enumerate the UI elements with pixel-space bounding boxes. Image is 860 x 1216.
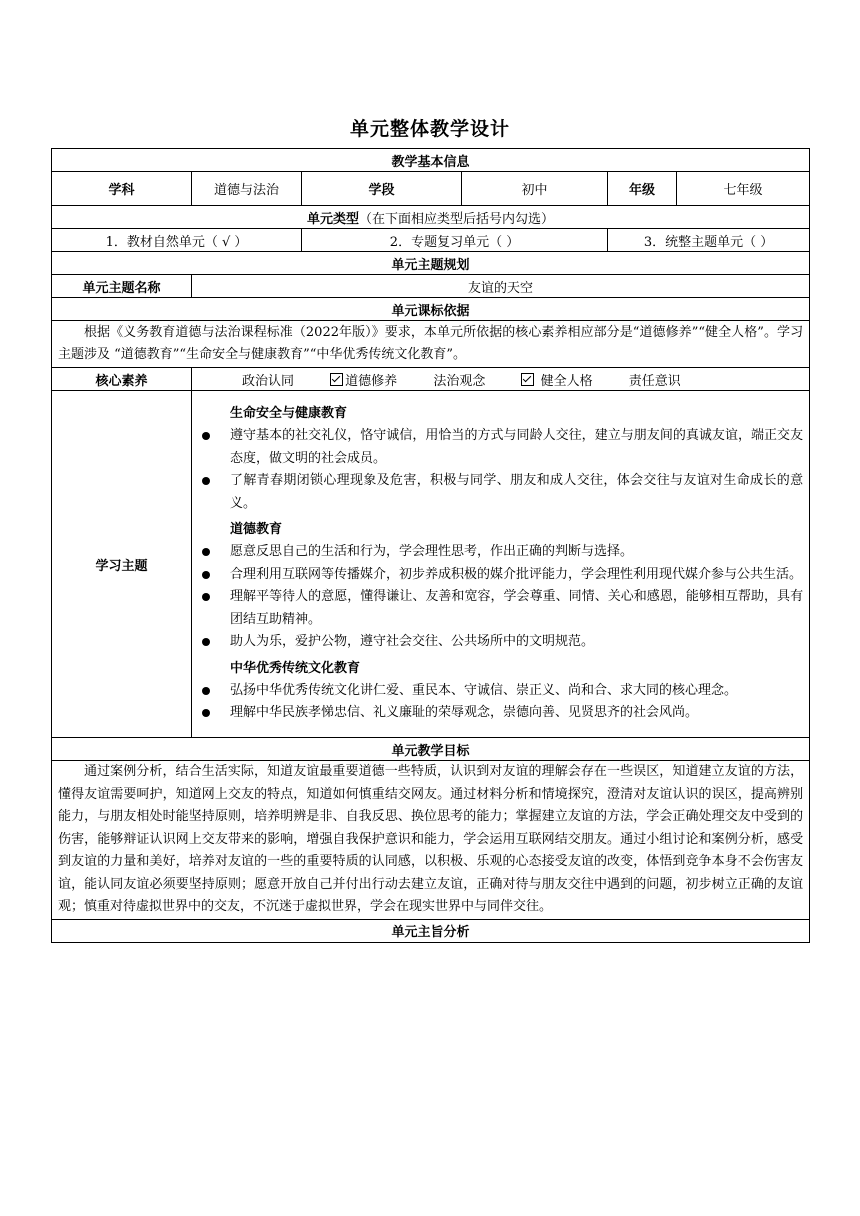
unit-type-option-natural: 1．教材自然单元（ √ ）: [52, 229, 302, 252]
list-item: 理解平等待人的意愿，懂得谦让、友善和宽容，学会尊重、同情、关心和感恩，能够相互帮助，具有团结互助精神。: [198, 586, 803, 631]
objectives-text: 通过案例分析，结合生活实际，知道友谊最重要道德一些特质，认识到对友谊的理解会存在一些误区，知道建立友谊的方法，懂得友谊需要呵护，知道网上交友的特点，知道如何慎重结交网友。通过材料分析和情境探究，澄清对友谊认识的误区，提高辨别能力，与朋友相处时能坚持原则，培养明辨是非、自我反思、换位思考的能力；掌握建立友谊的方法，学会正确处理交友中受到的伤害，能够辩证认识网上交友带来的影响，增强自我保护意识和能力，学会运用互联网结交朋友。通过小组讨论和案例分析，感受到友谊的力量和美好，培养对友谊的一些的重要特质的认同感，以积极、乐观的心态接受友谊的改变，体悟到竞争本身不会伤害友谊，能认同友谊必须要坚持原则；愿意开放自己并付出行动去建立友谊，正确对待与朋友交往中遇到的问题，初步树立正确的友谊观；慎重对待虚拟世界中的交友，不沉迷于虚拟世界，学会在现实世界中与同伴交往。: [52, 761, 810, 920]
learning-topics-row: [52, 391, 810, 738]
core-item-responsibility: 责任意识: [628, 373, 681, 389]
core-item-moral: 道德修养: [330, 374, 413, 389]
list-item: 了解青春期闭锁心理现象及危害，积极与同学、朋友和成人交往，体会交往与友谊对生命成长的意义。: [198, 470, 803, 515]
subject-label: 学科: [52, 172, 192, 206]
stage-value: 初中: [462, 172, 608, 206]
unit-type-heading-note: （在下面相应类型后括号内勾选）: [359, 211, 555, 227]
core-literacy-row: [52, 368, 810, 391]
unit-type-heading: [52, 206, 810, 229]
bullet-icon: [202, 638, 210, 646]
bullet-icon: [202, 709, 210, 717]
topic-group-title: 中华优秀传统文化教育: [230, 660, 361, 676]
design-table: [51, 148, 810, 943]
unit-type-heading-bold: 单元类型: [307, 211, 360, 227]
bullet-icon: [202, 593, 210, 601]
basic-info-heading: 教学基本信息: [52, 149, 810, 172]
unit-plan-heading: 单元主题规划: [52, 252, 810, 275]
bullet-icon: [202, 477, 210, 485]
list-item: 遵守基本的社交礼仪，恪守诚信，用恰当的方式与同龄人交往，建立与朋友间的真诚友谊，端正交友态度，做文明的社会成员。: [198, 425, 803, 470]
unit-type-options-row: [52, 229, 810, 252]
list-item: 弘扬中华优秀传统文化讲仁爱、重民本、守诚信、崇正义、尚和合、求大同的核心理念。: [198, 680, 803, 703]
standard-text-row: [52, 321, 810, 368]
core-literacy-label: 核心素养: [52, 368, 192, 391]
unit-name-value: 友谊的天空: [192, 275, 810, 298]
basic-info-row: [52, 172, 810, 206]
unit-name-label: 单元主题名称: [52, 275, 192, 298]
unit-name-row: [52, 275, 810, 298]
analysis-heading: 单元主旨分析: [52, 919, 810, 942]
unit-type-header-row: [52, 206, 810, 229]
standard-heading: 单元课标依据: [52, 298, 810, 321]
bullet-icon: [202, 687, 210, 695]
analysis-header-row: [52, 919, 810, 942]
core-item-law: 法治观念: [433, 373, 486, 389]
core-item-political: 政治认同: [242, 373, 295, 389]
basic-info-header-row: [52, 149, 810, 172]
bullet-icon: [202, 548, 210, 556]
bullet-icon: [202, 571, 210, 579]
core-item-personality: 健全人格: [521, 374, 608, 389]
unit-type-option-integrated: 3．统整主题单元（ ）: [608, 229, 810, 252]
objectives-heading: 单元教学目标: [52, 738, 810, 761]
stage-label: 学段: [302, 172, 462, 206]
checked-box-icon: [330, 373, 343, 386]
topic-group-title: 道德教育: [230, 522, 283, 538]
bullet-icon: [202, 432, 210, 440]
standard-text: 根据《义务教育道德与法治课程标准（2022年版）》要求，本单元所依据的核心素养相应部分是“道德修养”“健全人格”。学习主题涉及 “道德教育”“生命安全与健康教育”“中华优秀传统文化教育”。: [52, 321, 810, 368]
unit-type-option-review: 2．专题复习单元（ ）: [302, 229, 608, 252]
list-item: 合理利用互联网等传播媒介，初步养成积极的媒介批评能力，学会理性利用现代媒介参与公共生活。: [198, 564, 803, 587]
learning-topics-content: [192, 391, 810, 738]
core-literacy-options: [192, 368, 810, 391]
unit-plan-header-row: [52, 252, 810, 275]
standard-header-row: [52, 298, 810, 321]
grade-label: 年级: [608, 172, 677, 206]
learning-topics-label: 学习主题: [52, 391, 192, 738]
subject-value: 道德与法治: [192, 172, 302, 206]
list-item: 助人为乐，爱护公物，遵守社会交往、公共场所中的文明规范。: [198, 631, 803, 654]
topic-group-title: 生命安全与健康教育: [230, 406, 348, 422]
list-item: 愿意反思自己的生活和行为，学会理性思考，作出正确的判断与选择。: [198, 541, 803, 564]
objectives-text-row: [52, 761, 810, 920]
checked-box-icon: [521, 373, 534, 386]
list-item: 理解中华民族孝悌忠信、礼义廉耻的荣辱观念，崇德向善、见贤思齐的社会风尚。: [198, 702, 803, 725]
grade-value: 七年级: [677, 172, 810, 206]
document-title: 单元整体教学设计: [349, 118, 510, 140]
objectives-header-row: [52, 738, 810, 761]
